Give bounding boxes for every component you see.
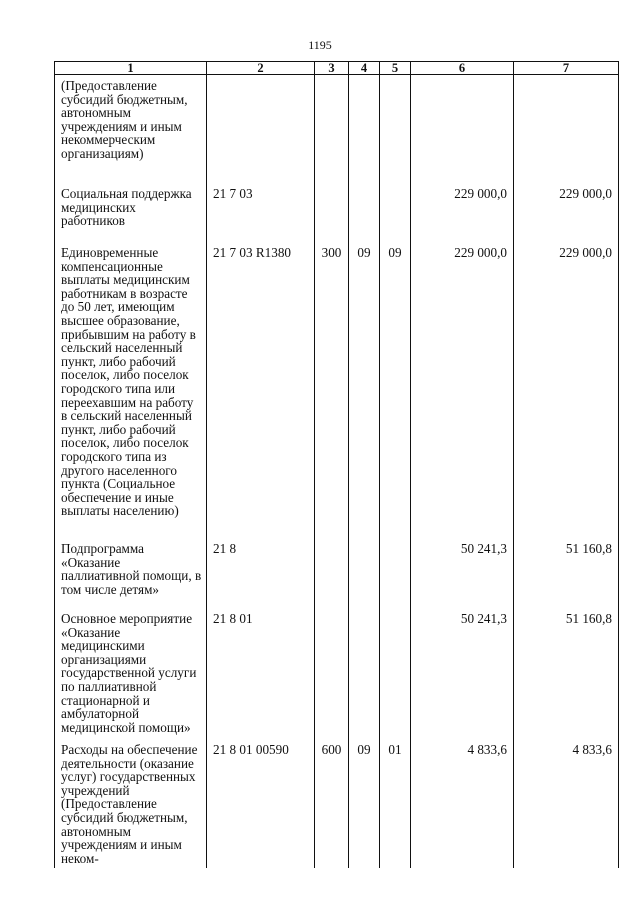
- row-section: [349, 538, 380, 608]
- row-code: 21 7 03 R1380: [207, 242, 315, 538]
- row-expense-type: [315, 608, 349, 739]
- row-expense-type: [315, 183, 349, 242]
- budget-table: [54, 61, 619, 868]
- row-amount-1: 229 000,0: [411, 242, 514, 538]
- row-amount-2: 51 160,8: [514, 538, 619, 608]
- table-row: [55, 75, 619, 184]
- column-header-2: 2: [207, 62, 315, 75]
- row-expense-type: [315, 538, 349, 608]
- row-amount-2: 51 160,8: [514, 608, 619, 739]
- row-section: [349, 608, 380, 739]
- row-subsection: [380, 183, 411, 242]
- row-name: Основное мероприятие «Оказание медицинскими организациями государственной услуги по паллиативной стационарной и амбулаторной медицинской помощи»: [55, 608, 207, 739]
- row-amount-1: 50 241,3: [411, 538, 514, 608]
- row-name: (Предоставление субсидий бюджетным, автономным учреждениям и иным некоммерческим организациям): [55, 75, 207, 184]
- row-amount-1: 229 000,0: [411, 183, 514, 242]
- row-name: Расходы на обеспечение деятельности (оказание услуг) государственных учреждений (Предоставление субсидий бюджетным, автономным учреждениям и иным неком-: [55, 739, 207, 868]
- row-subsection: [380, 608, 411, 739]
- table-row: [55, 183, 619, 242]
- table-row: [55, 242, 619, 538]
- table-row: [55, 608, 619, 739]
- row-amount-2: 229 000,0: [514, 242, 619, 538]
- row-code: 21 8: [207, 538, 315, 608]
- row-name: Социальная поддержка медицинских работников: [55, 183, 207, 242]
- row-section: [349, 75, 380, 184]
- row-amount-2: 4 833,6: [514, 739, 619, 868]
- table-header-row: [55, 62, 619, 75]
- row-amount-1: 50 241,3: [411, 608, 514, 739]
- table-row: [55, 739, 619, 868]
- row-section: [349, 183, 380, 242]
- column-header-4: 4: [349, 62, 380, 75]
- table-row: [55, 538, 619, 608]
- row-amount-2: [514, 75, 619, 184]
- column-header-1: 1: [55, 62, 207, 75]
- column-header-7: 7: [514, 62, 619, 75]
- row-code: 21 8 01 00590: [207, 739, 315, 868]
- row-expense-type: 600: [315, 739, 349, 868]
- row-expense-type: 300: [315, 242, 349, 538]
- row-subsection: [380, 75, 411, 184]
- column-header-6: 6: [411, 62, 514, 75]
- row-code: 21 8 01: [207, 608, 315, 739]
- row-amount-2: 229 000,0: [514, 183, 619, 242]
- page-number: 1195: [308, 38, 332, 52]
- row-subsection: 09: [380, 242, 411, 538]
- row-amount-1: 4 833,6: [411, 739, 514, 868]
- row-subsection: 01: [380, 739, 411, 868]
- row-section: 09: [349, 242, 380, 538]
- row-name: Подпрограмма «Оказание паллиативной помощи, в том числе детям»: [55, 538, 207, 608]
- column-header-3: 3: [315, 62, 349, 75]
- row-section: 09: [349, 739, 380, 868]
- row-code: [207, 75, 315, 184]
- column-header-5: 5: [380, 62, 411, 75]
- row-expense-type: [315, 75, 349, 184]
- row-amount-1: [411, 75, 514, 184]
- row-name: Единовременные компенсационные выплаты медицинским работникам в возрасте до 50 лет, имеющим высшее образование, прибывшим на работу в сельский населенный пункт, либо рабочий поселок, либо поселок городского типа или переехавшим на работу в сельский населенный пункт, либо рабочий поселок, либо поселок городского типа из другого населенного пункта (Социальное обеспечение и иные выплаты населению): [55, 242, 207, 538]
- row-code: 21 7 03: [207, 183, 315, 242]
- row-subsection: [380, 538, 411, 608]
